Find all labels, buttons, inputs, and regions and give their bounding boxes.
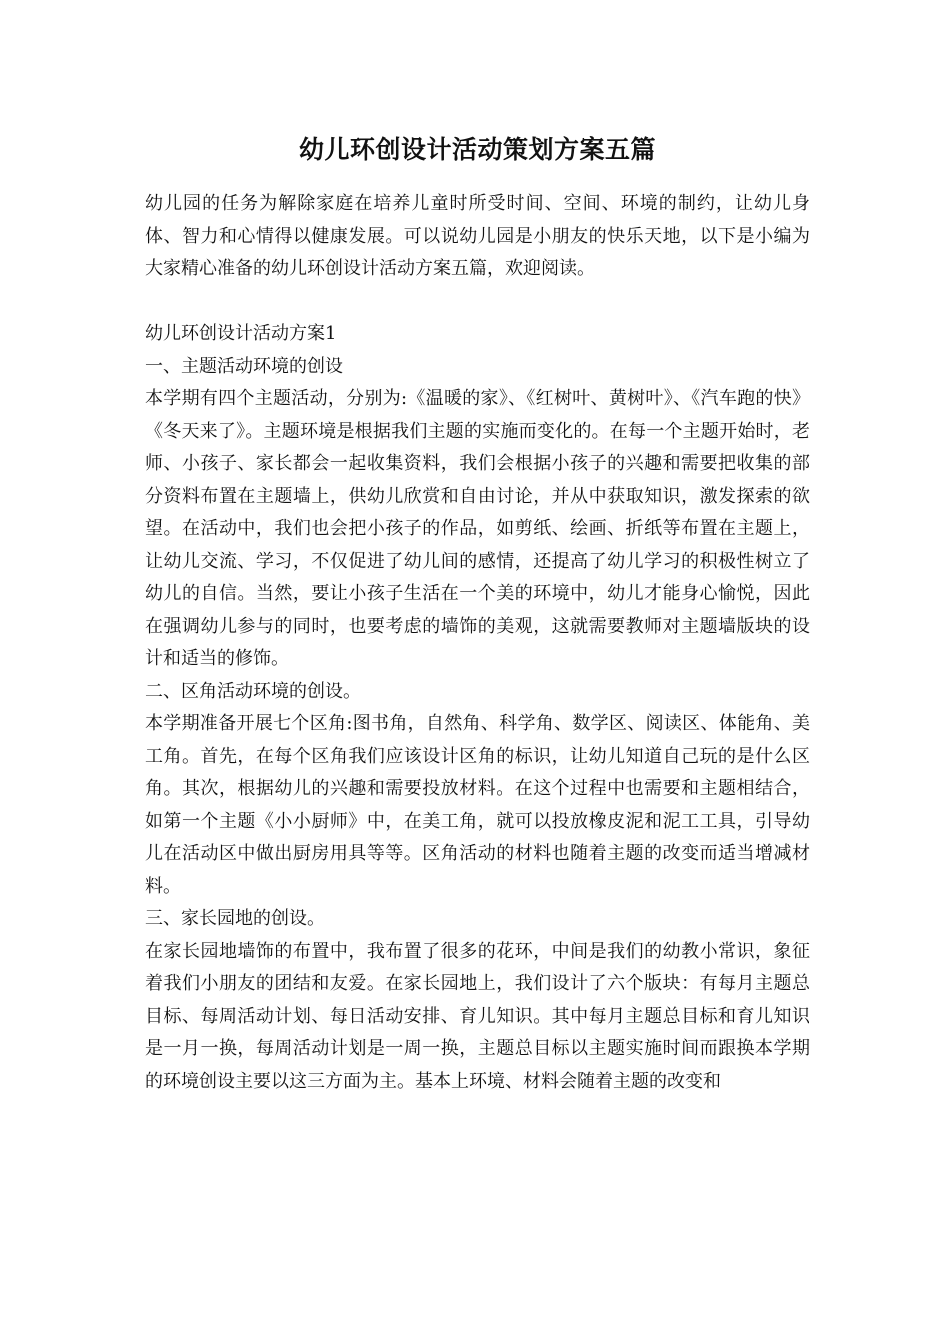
section-3-heading: 三、家长园地的创设。: [145, 908, 325, 929]
section-1-body: 本学期有四个主题活动，分别为:《温暖的家》、《红树叶、黄树叶》、《汽车跑的快》《冬天来了》。主题环境是根据我们主题的实施而变化的。在每一个主题开始时，老师、小孩子、家长都会一起收集资料，我们会根据小孩子的兴趣和需要把收集的部分资料布置在主题墙上，供幼儿欣赏和自由讨论，并从中获取知识，激发探索的欲望。在活动中，我们也会把小孩子的作品，如剪纸、绘画、折纸等布置在主题上，让幼儿交流、学习，不仅促进了幼儿间的感情，还提高了幼儿学习的积极性树立了幼儿的自信。当然，要让小孩子生活在一个美的环境中，幼儿才能身心愉悦，因此在强调幼儿参与的同时，也要考虑的墙饰的美观，这就需要教师对主题墙版块的设计和适当的修饰。: [145, 388, 810, 669]
plan-1-title: 幼儿环创设计活动方案1: [145, 323, 337, 344]
section-2-heading: 二、区角活动环境的创设。: [145, 680, 361, 702]
document-title: 幼儿环创设计活动策划方案五篇: [298, 135, 656, 164]
section-1-heading: 一、主题活动环境的创设: [145, 355, 343, 377]
blank-line: [145, 286, 810, 319]
intro-paragraph: 幼儿园的任务为解除家庭在培养儿童时所受时间、空间、环境的制约，让幼儿身体、智力和心情得以健康发展。可以说幼儿园是小朋友的快乐天地，以下是小编为大家精心准备的幼儿环创设计活动方案五篇，欢迎阅读。: [145, 193, 810, 279]
section-3-body: 在家长园地墙饰的布置中，我布置了很多的花环，中间是我们的幼教小常识，象征着我们小朋友的团结和友爱。在家长园地上，我们设计了六个版块：有每月主题总目标、每周活动计划、每日活动安排、育儿知识。其中每月主题总目标和育儿知识是一月一换，每周活动计划是一周一换，主题总目标以主题实施时间而跟换本学期的环境创设主要以这三方面为主。基本上环境、材料会随着主题的改变和: [145, 940, 810, 1092]
document-page: [145, 128, 810, 1098]
section-2-body: 本学期准备开展七个区角:图书角，自然角、科学角、数学区、阅读区、体能角、美工角。首先，在每个区角我们应该设计区角的标识，让幼儿知道自己玩的是什么区角。其次，根据幼儿的兴趣和需要投放材料。在这个过程中也需要和主题相结合，如第一个主题《小小厨师》中，在美工角，就可以投放橡皮泥和泥工工具，引导幼儿在活动区中做出厨房用具等等。区角活动的材料也随着主题的改变而适当增减材料。: [145, 713, 810, 897]
